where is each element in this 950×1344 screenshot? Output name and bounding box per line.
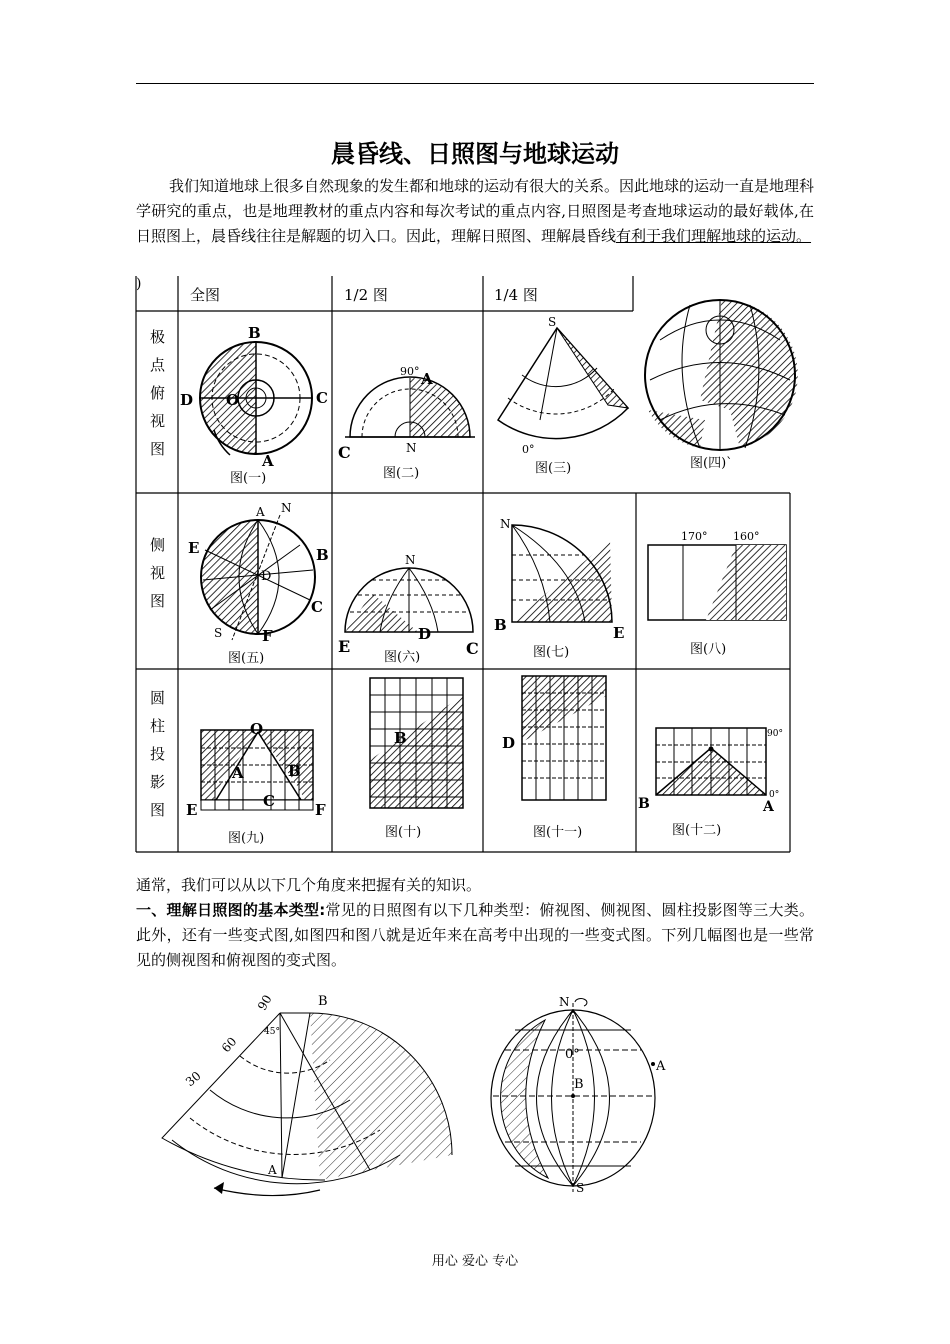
fig10-caption: 图(十) — [385, 825, 422, 840]
bottom-left-label: 45° — [264, 1027, 280, 1037]
figure-4 — [645, 300, 798, 471]
figure-7 — [494, 517, 624, 660]
header-half: 1/2 图 — [344, 286, 388, 304]
row-label-cylinder — [150, 689, 165, 819]
fig1-label: O — [226, 391, 240, 409]
fig6-label: N — [405, 553, 416, 567]
intro-text-underlined: 有利于我们理解地球的运动。 — [616, 227, 812, 245]
paragraph-usually: 通常，我们可以从以下几个角度来把握有关的知识。 — [136, 876, 482, 894]
figure-3 — [498, 315, 628, 476]
bottom-left-label: A — [268, 1163, 277, 1177]
row-label-char: 影 — [150, 773, 166, 791]
row-label-char: 侧 — [150, 536, 166, 554]
row-label-char: 图 — [150, 440, 166, 458]
fig10-label: B — [394, 729, 407, 747]
fig7-label: B — [494, 616, 507, 634]
fig12-label: 90° — [767, 729, 783, 739]
fig8-caption: 图(八) — [690, 642, 727, 657]
fig9-label: F — [315, 801, 326, 819]
fig6-label: C — [466, 639, 479, 658]
row-label-polar — [150, 328, 166, 458]
figure-12 — [638, 728, 783, 838]
figure-11 — [502, 676, 606, 840]
fig2-label: 90° — [400, 365, 420, 378]
fig7-label: E — [613, 624, 625, 642]
figure-5 — [188, 501, 329, 666]
figure-2 — [338, 365, 475, 481]
fig12-label: B — [638, 796, 650, 812]
fig11-label: D — [502, 734, 516, 752]
bottom-right-label: 0° — [565, 1047, 580, 1062]
fig2-label: N — [406, 441, 417, 455]
paren-mark: ) — [136, 276, 142, 292]
fig6-label: E — [338, 637, 351, 656]
fig7-label: N — [500, 517, 511, 531]
fig6-label: D — [418, 625, 432, 643]
row-label-char: 视 — [150, 564, 166, 582]
fig1-label: B — [248, 324, 261, 342]
section-text: 常见的日照图有以下几种类型：俯视图、侧视图、圆柱投影图等三大类。此外，还有一些变式图,如图四和图八就是近年来在高考中出现的一些变式图。下列几幅图也是一些常见的侧视图和俯视图的变式图。 — [136, 901, 815, 969]
fig5-label: F — [262, 627, 273, 645]
page-title: 晨昏线、日照图与地球运动 — [331, 140, 619, 168]
fig3-caption: 图(三) — [535, 461, 572, 476]
fig11-caption: 图(十一) — [533, 825, 583, 840]
bottom-right-diagram — [491, 995, 666, 1195]
section-heading: 一、理解日照图的基本类型: — [136, 901, 326, 919]
page-footer: 用心 爱心 专心 — [431, 1254, 519, 1269]
row-label-char: 柱 — [150, 717, 166, 735]
fig5-label: A — [256, 505, 265, 519]
fig8-label: 160° — [733, 530, 760, 543]
fig9-label: B — [288, 762, 301, 780]
fig2-caption: 图(二) — [383, 466, 420, 481]
row-label-char: 视 — [150, 412, 166, 430]
fig4-caption: 图(四)` — [690, 456, 733, 471]
figure-10 — [370, 678, 463, 840]
row-label-char: 圆 — [150, 689, 166, 707]
row-label-char: 俯 — [150, 384, 166, 402]
fig7-caption: 图(七) — [533, 645, 570, 660]
bottom-left-label: 60 — [218, 1034, 240, 1056]
fig5-caption: 图(五) — [228, 651, 265, 666]
figure-1 — [180, 324, 328, 486]
fig1-caption: 图(一) — [230, 471, 267, 486]
row-label-char: 投 — [150, 745, 166, 763]
fig5-label: E — [188, 539, 200, 557]
fig1-label: A — [262, 452, 274, 470]
bottom-right-label: S — [576, 1181, 585, 1195]
fig5-label: B — [316, 546, 329, 564]
intro-text: 我们知道地球上很多自然现象的发生都和地球的运动有很大的关系。因此地球的运动一直是地理科学研究的重点，也是地理教材的重点内容和每次考试的重点内容,日照图是考查地球运动的最好载体,在日照图上，晨昏线往往是解题的切入口。因此，理解日照图、理解晨昏线 — [136, 177, 815, 245]
fig12-caption: 图(十二) — [672, 823, 722, 838]
header-quarter: 1/4 图 — [494, 286, 538, 304]
bottom-left-label: 90 — [254, 992, 275, 1013]
fig9-label: A — [232, 764, 244, 782]
figure-8 — [648, 530, 786, 657]
fig8-label: 170° — [681, 530, 708, 543]
row-label-side — [150, 536, 165, 610]
row-label-char: 点 — [150, 356, 166, 374]
paragraph-types — [136, 898, 814, 973]
fig3-label: S — [548, 315, 557, 329]
fig12-label: 0° — [769, 790, 780, 800]
fig9-caption: 图(九) — [228, 831, 265, 846]
fig3-label: 0° — [522, 443, 535, 456]
fig5-label: N — [281, 501, 292, 515]
bottom-right-label: N — [559, 995, 570, 1009]
fig9-label: O — [250, 720, 264, 738]
fig5-label: D — [261, 569, 272, 584]
row-label-char: 图 — [150, 801, 166, 819]
fig2-label: A — [421, 370, 433, 388]
fig5-label: C — [311, 598, 323, 616]
fig5-label: S — [214, 626, 223, 640]
fig6-caption: 图(六) — [384, 650, 421, 665]
fig9-label: E — [186, 801, 198, 819]
fig1-label: C — [316, 389, 328, 407]
fig12-label: A — [763, 799, 774, 815]
row-label-char: 极 — [150, 328, 166, 346]
fig2-label: C — [338, 443, 351, 462]
bottom-right-label: A — [656, 1059, 666, 1074]
header-full: 全图 — [190, 286, 221, 304]
fig9-label: C — [263, 792, 275, 810]
bottom-left-label: B — [318, 994, 328, 1009]
bottom-right-label: B — [574, 1077, 584, 1092]
bottom-left-diagram — [162, 992, 452, 1195]
figure-6 — [338, 553, 479, 665]
figure-9 — [186, 720, 326, 846]
fig1-label: D — [180, 391, 194, 409]
bottom-left-label: 30 — [182, 1068, 204, 1090]
row-label-char: 图 — [150, 592, 166, 610]
